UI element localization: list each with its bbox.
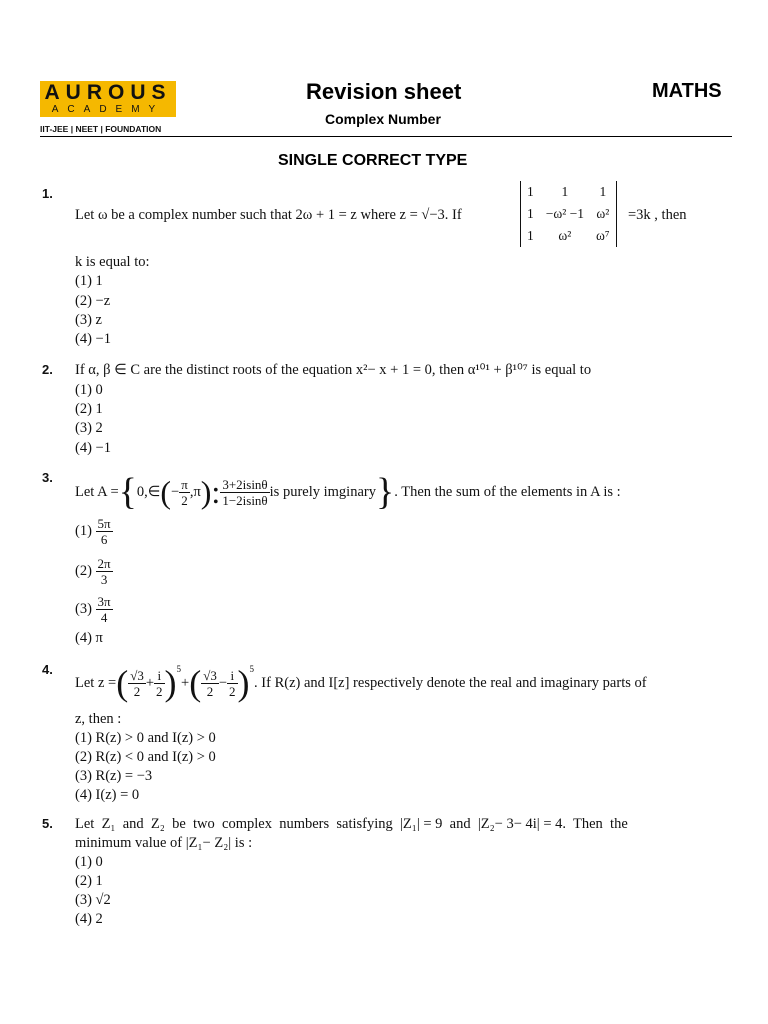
option-label: (2) bbox=[75, 563, 92, 579]
fraction-numerator: 2π bbox=[97, 556, 111, 571]
answer-option: (4) −1 bbox=[75, 440, 111, 456]
logo-tagline: IIT-JEE | NEET | FOUNDATION bbox=[40, 124, 162, 134]
question-number: 4. bbox=[42, 662, 53, 677]
header-divider bbox=[40, 136, 732, 137]
question-number: 3. bbox=[42, 470, 53, 485]
fraction-denominator: 2 bbox=[133, 683, 141, 699]
answer-option: (4) I(z) = 0 bbox=[75, 787, 140, 803]
fraction-denominator: 6 bbox=[100, 532, 108, 547]
minus-sign: − bbox=[171, 483, 180, 500]
option-label: (3) bbox=[75, 601, 92, 617]
fraction-numerator: 3π bbox=[97, 594, 111, 609]
question-stem: If α, β ∈ C are the distinct roots of the equation x²− x + 1 = 0, then α¹⁰¹ + β¹⁰⁷ is equal to bbox=[75, 362, 592, 378]
question-number: 5. bbox=[42, 816, 53, 831]
exponent: 5 bbox=[249, 664, 255, 674]
academy-logo bbox=[40, 81, 176, 117]
answer-option: (3) R(z) = −3 bbox=[75, 768, 153, 784]
plus-sign: + bbox=[145, 674, 155, 691]
fraction-numerator: i bbox=[227, 668, 238, 684]
fraction-denominator: 2 bbox=[229, 683, 236, 699]
answer-option bbox=[75, 594, 113, 625]
question-stem bbox=[75, 660, 647, 706]
logo-subtitle: ACADEMY bbox=[51, 104, 165, 115]
option-fraction bbox=[96, 594, 113, 625]
fraction-numerator: 3+2isinθ bbox=[222, 476, 268, 492]
brace-open: { bbox=[118, 471, 137, 513]
matrix-cell: ω² bbox=[558, 228, 572, 243]
matrix-cell: −ω² −1 bbox=[545, 206, 585, 221]
answer-option bbox=[75, 516, 113, 547]
question-stem-continued: minimum value of |Z₁− Z₂| is : bbox=[75, 835, 253, 851]
plus-sign: + bbox=[181, 674, 190, 691]
fraction-denominator: 3 bbox=[100, 572, 108, 587]
section-title: SINGLE CORRECT TYPE bbox=[278, 152, 468, 169]
fraction-numerator: √3 bbox=[203, 667, 217, 683]
answer-option: (2) 1 bbox=[75, 401, 103, 417]
matrix-cell: 1 bbox=[527, 228, 534, 243]
fraction-denominator: 2 bbox=[156, 683, 163, 699]
answer-option: (1) 0 bbox=[75, 382, 103, 398]
logo-name: AUROUS bbox=[44, 81, 172, 104]
interval-fraction bbox=[179, 477, 190, 508]
matrix-cell: 1 bbox=[527, 184, 534, 199]
question-number: 2. bbox=[42, 362, 53, 377]
paren-close: ) bbox=[237, 663, 250, 703]
brace-close: } bbox=[375, 471, 395, 513]
paren-open: ( bbox=[160, 474, 172, 510]
answer-option: (2) −z bbox=[75, 293, 111, 309]
answer-option: (1) 0 bbox=[75, 854, 103, 870]
answer-option: (1) 1 bbox=[75, 273, 103, 289]
answer-option bbox=[75, 556, 113, 587]
stem-tail: . Then the sum of the elements in A is : bbox=[394, 483, 621, 500]
answer-option: (4) 2 bbox=[75, 911, 103, 927]
answer-option: (4) −1 bbox=[75, 331, 111, 347]
question-stem-tail: =3k , then bbox=[628, 207, 687, 223]
question-number: 1. bbox=[42, 186, 53, 201]
option-label: (1) bbox=[75, 523, 92, 539]
fraction-numerator: π bbox=[181, 476, 188, 492]
option-fraction bbox=[96, 516, 113, 547]
question-stem bbox=[75, 470, 621, 514]
page-subtitle: Complex Number bbox=[325, 111, 441, 127]
fraction-numerator: √3 bbox=[130, 667, 144, 683]
set-lead: 0,∈ bbox=[136, 483, 161, 500]
stem-lead: Let z = bbox=[75, 674, 117, 691]
answer-option: (1) R(z) > 0 and I(z) > 0 bbox=[75, 730, 216, 746]
answer-option: (4) π bbox=[75, 630, 103, 646]
fraction-numerator: 5π bbox=[97, 516, 111, 531]
term-fraction bbox=[227, 668, 238, 699]
question-stem-continued: z, then : bbox=[75, 711, 122, 727]
expression-fraction bbox=[220, 477, 269, 508]
subject-label: MATHS bbox=[652, 80, 722, 102]
fraction-denominator: 2 bbox=[206, 683, 214, 699]
set-condition: is purely imginary bbox=[269, 483, 376, 500]
fraction-denominator: 4 bbox=[100, 610, 108, 625]
question-stem: Let Z₁ and Z₂ be two complex numbers satisfying |Z₁| = 9 and |Z₂− 3− 4i| = 4. Then the bbox=[75, 816, 628, 832]
page-title: Revision sheet bbox=[306, 79, 462, 104]
option-fraction bbox=[96, 556, 113, 587]
interval-end: ,π bbox=[189, 483, 201, 500]
answer-option: (3) 2 bbox=[75, 420, 103, 436]
question-stem-continued: k is equal to: bbox=[75, 254, 150, 270]
stem-tail: . If R(z) and I[z] respectively denote the real and imaginary parts of bbox=[254, 674, 647, 691]
paren-close: ): bbox=[200, 474, 221, 510]
answer-option: (2) R(z) < 0 and I(z) > 0 bbox=[75, 749, 216, 765]
paren-close: ) bbox=[164, 663, 177, 703]
matrix-cell: ω² bbox=[596, 206, 610, 221]
paren-open: ( bbox=[116, 663, 129, 703]
term-fraction bbox=[201, 668, 219, 699]
term-fraction bbox=[154, 668, 165, 699]
matrix-cell: ω⁷ bbox=[596, 228, 610, 243]
matrix-cell: 1 bbox=[561, 184, 569, 199]
fraction-denominator: 1−2isinθ bbox=[222, 492, 268, 508]
fraction-denominator: 2 bbox=[181, 492, 188, 508]
determinant-matrix bbox=[520, 181, 617, 247]
stem-lead: Let A = bbox=[75, 483, 119, 500]
question-stem: Let ω be a complex number such that 2ω + 1 = z where z = √−3. If bbox=[75, 207, 462, 223]
answer-option: (2) 1 bbox=[75, 873, 103, 889]
paren-open: ( bbox=[189, 663, 202, 703]
term-fraction bbox=[128, 668, 146, 699]
matrix-cell: 1 bbox=[599, 184, 607, 199]
answer-option: (3) z bbox=[75, 312, 102, 328]
answer-option: (3) √2 bbox=[75, 892, 111, 908]
matrix-cell: 1 bbox=[527, 206, 534, 221]
exponent: 5 bbox=[176, 664, 182, 674]
fraction-numerator: i bbox=[154, 668, 165, 684]
minus-sign: − bbox=[218, 674, 228, 691]
